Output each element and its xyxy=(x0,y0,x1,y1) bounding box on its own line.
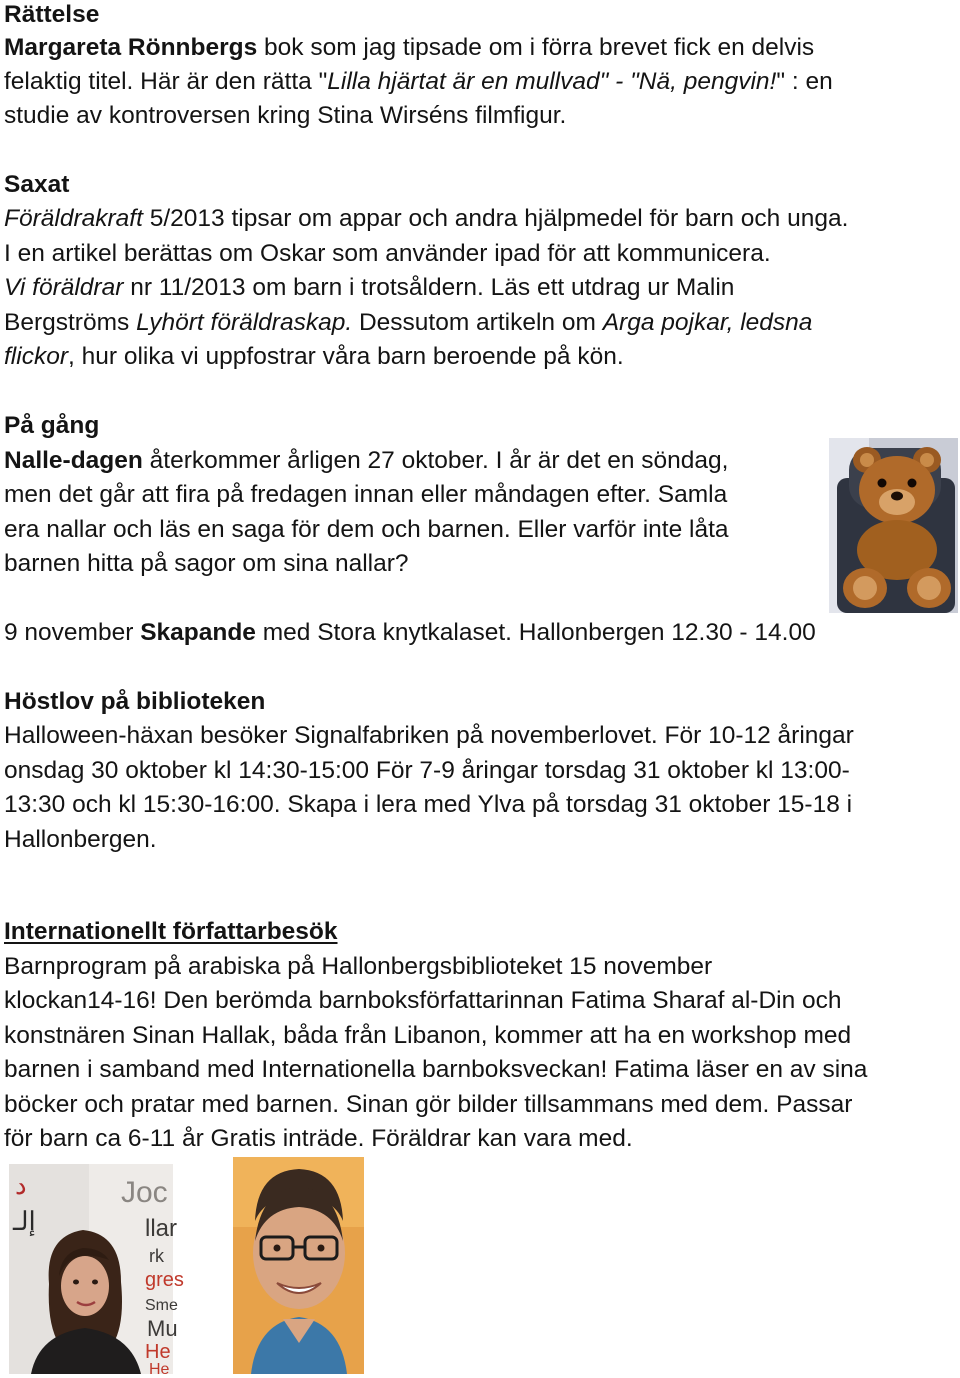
book-title: Lyhört föräldraskap. xyxy=(136,309,353,336)
pagang-line-4: barnen hitta på sagor om sina nallar? xyxy=(4,550,409,577)
internationellt-line-2: klockan14-16! Den berömda barnboksförfattarinnan Fatima Sharaf al-Din och xyxy=(4,987,842,1014)
saxat-line-1 xyxy=(4,204,848,234)
heading-rattelse: Rättelse xyxy=(4,1,100,28)
saxat-line-3 xyxy=(4,273,734,303)
internationellt-line-6: för barn ca 6-11 år Gratis inträde. Föräldrar kan vara med. xyxy=(4,1125,633,1152)
pagang-line-2: men det går att fira på fredagen innan eller måndagen efter. Samla xyxy=(4,481,728,508)
internationellt-line-1: Barnprogram på arabiska på Hallonbergsbiblioteket 15 november xyxy=(4,953,713,980)
hostlov-line-2: onsdag 30 oktober kl 14:30-15:00 För 7-9 åringar torsdag 31 oktober kl 13:00- xyxy=(4,757,850,784)
article-title: flickor xyxy=(4,343,68,370)
text-span: Bergströms xyxy=(4,309,137,336)
banner-text: He xyxy=(145,1341,171,1363)
text-span: 5/2013 tipsar om appar och andra hjälpmedel för barn och unga. xyxy=(142,205,849,232)
article-title: Arga pojkar, ledsna xyxy=(602,309,813,336)
event-name: Skapande xyxy=(140,619,256,646)
internationellt-line-4: barnen i samband med Internationella barnboksveckan! Fatima läser en av sina xyxy=(4,1056,868,1083)
fatima-photo xyxy=(9,1164,184,1378)
magazine-title: Vi föräldrar xyxy=(4,274,124,301)
hostlov-line-3: 13:30 och kl 15:30-16:00. Skapa i lera med Ylva på torsdag 31 oktober 15-18 i xyxy=(4,791,853,818)
text-span: 9 november xyxy=(4,619,141,646)
book-title: Lilla hjärtat är en mullvad" - "Nä, pengvin! xyxy=(327,68,777,95)
author-name: Margareta Rönnbergs xyxy=(4,34,258,61)
teddy-bear-photo xyxy=(829,438,958,613)
pagang-line-1 xyxy=(4,446,728,476)
banner-arabic: إلـ xyxy=(13,1207,36,1237)
internationellt-line-3: konstnären Sinan Hallak, båda från Libanon, kommer att ha en workshop med xyxy=(4,1022,852,1049)
text-span: bok som jag tipsade om i förra brevet fick en delvis xyxy=(257,34,815,61)
banner-text: Sme xyxy=(145,1297,178,1314)
saxat-line-5 xyxy=(4,342,624,372)
hostlov-line-4: Hallonbergen. xyxy=(4,826,157,853)
rattelse-line-3: studie av kontroversen kring Stina Wirséns filmfigur. xyxy=(4,102,567,129)
banner-text: gres xyxy=(145,1269,184,1291)
text-span: Dessutom artikeln om xyxy=(352,309,603,336)
text-span: återkommer årligen 27 oktober. I år är det en söndag, xyxy=(142,447,729,474)
heading-saxat: Saxat xyxy=(4,171,70,198)
pagang-line-3: era nallar och läs en saga för dem och barnen. Eller varför inte låta xyxy=(4,516,729,543)
heading-pa-gang: På gång xyxy=(4,412,100,439)
pagang-line-5 xyxy=(4,618,816,648)
banner-arabic: د xyxy=(15,1171,27,1201)
hostlov-line-1: Halloween-häxan besöker Signalfabriken på novemberlovet. För 10-12 åringar xyxy=(4,722,854,749)
banner-text: He xyxy=(149,1361,170,1378)
text-span: " : en xyxy=(776,68,833,95)
text-span: nr 11/2013 om barn i trotsåldern. Läs ett utdrag ur Malin xyxy=(123,274,735,301)
saxat-line-4 xyxy=(4,308,812,338)
text-span: med Stora knytkalaset. Hallonbergen 12.30 - 14.00 xyxy=(255,619,816,646)
banner-text: Mu xyxy=(147,1316,178,1341)
text-span: felaktig titel. Här är den rätta " xyxy=(4,68,328,95)
heading-hostlov: Höstlov på biblioteken xyxy=(4,688,266,715)
rattelse-line-1 xyxy=(4,33,814,63)
magazine-title: Föräldrakraft xyxy=(4,205,143,232)
heading-internationellt: Internationellt författarbesök xyxy=(4,918,338,945)
banner-text: llar xyxy=(145,1215,178,1242)
text-span: , hur olika vi uppfostrar våra barn beroende på kön. xyxy=(67,343,624,370)
banner-text: Joc xyxy=(121,1176,168,1209)
banner-text: rk xyxy=(149,1246,164,1266)
rattelse-line-2 xyxy=(4,67,833,97)
internationellt-line-5: böcker och pratar med barnen. Sinan gör bilder tillsammans med dem. Passar xyxy=(4,1091,853,1118)
saxat-line-2: I en artikel berättas om Oskar som använder ipad för att kommunicera. xyxy=(4,240,771,267)
sinan-photo xyxy=(233,1157,364,1374)
event-name: Nalle-dagen xyxy=(4,447,143,474)
